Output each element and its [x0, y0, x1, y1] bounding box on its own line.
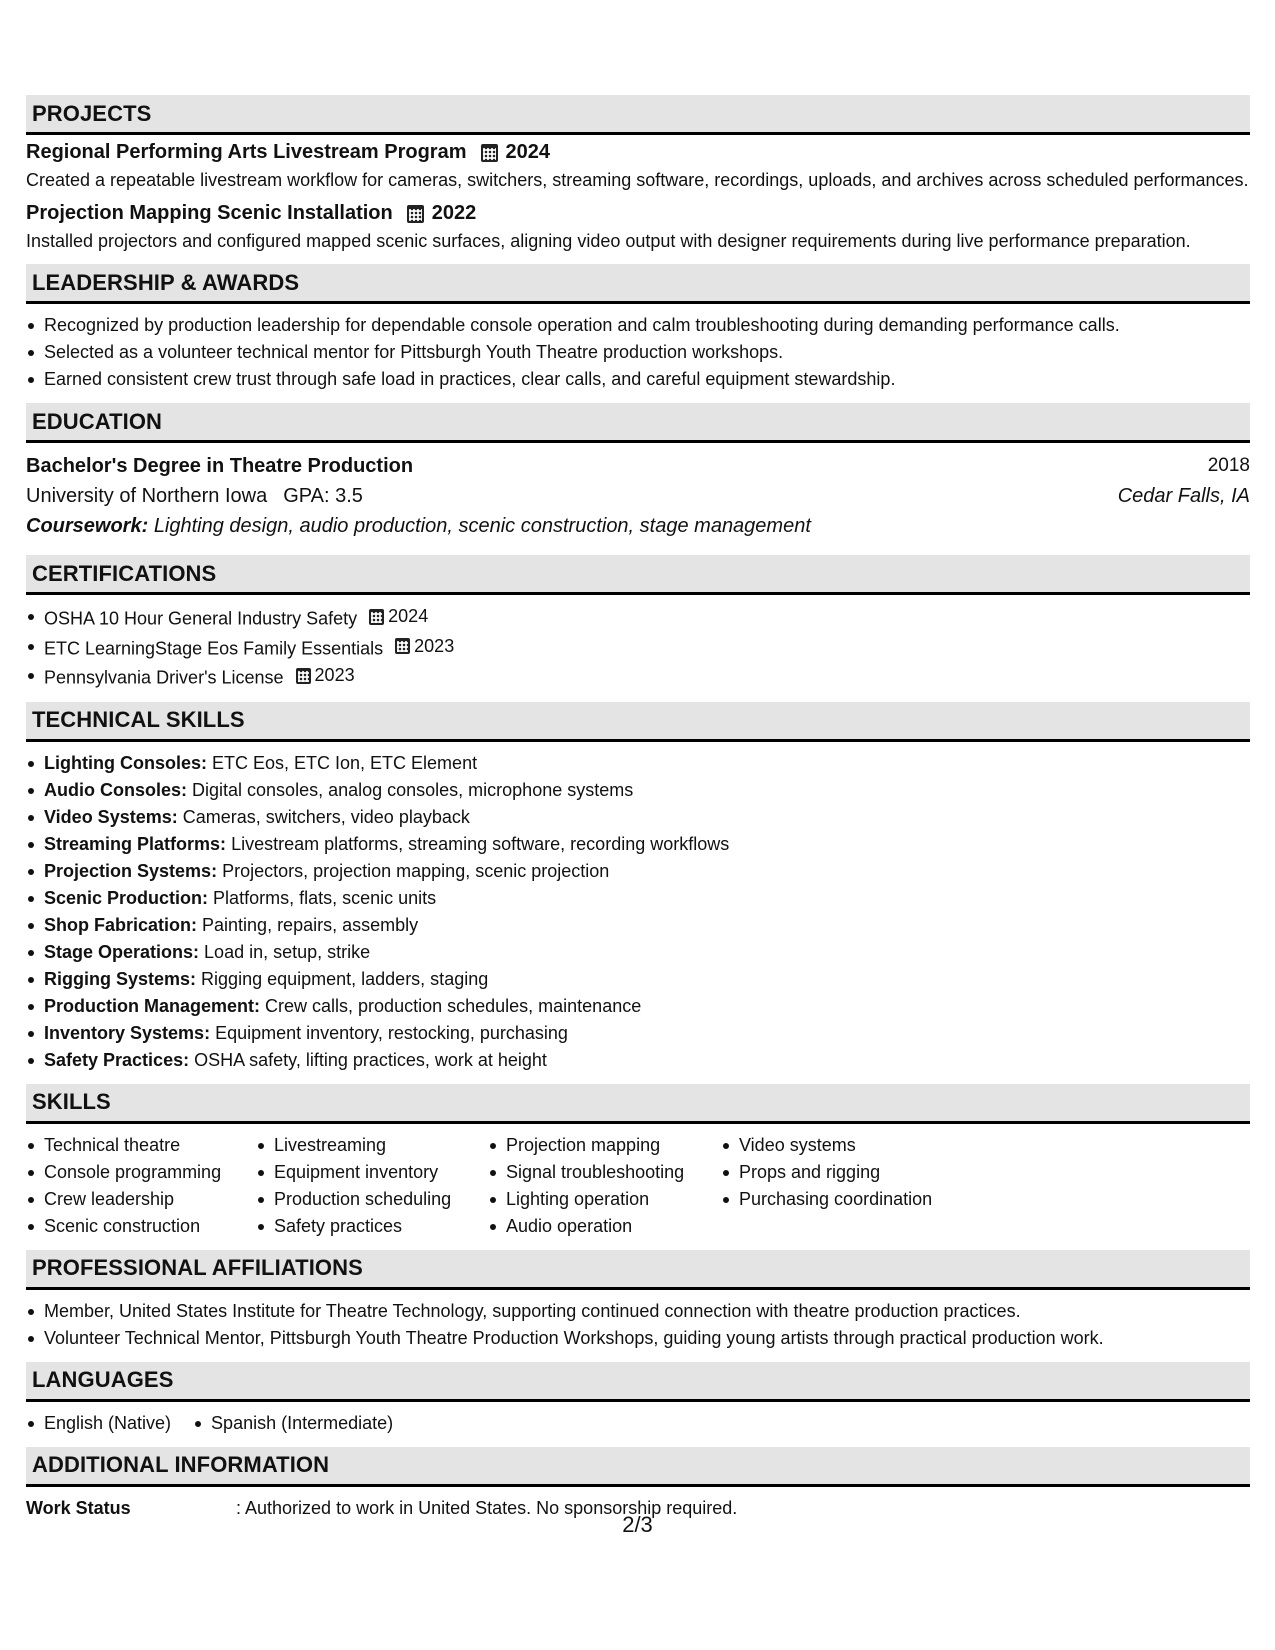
- skill-item: Video systems: [721, 1132, 951, 1159]
- section-header-education: [26, 403, 1250, 443]
- list-item: Recognized by production leadership for dependable console operation and calm troubleshooting during demanding performance calls.: [26, 312, 1250, 339]
- skill-item: Safety practices: [256, 1213, 488, 1240]
- certification-name: ETC LearningStage Eos Family Essentials: [44, 638, 384, 658]
- section-title: TECHNICAL SKILLS: [32, 707, 245, 732]
- technical-skill-item: [26, 804, 1250, 831]
- skill-value: Digital consoles, analog consoles, microphone systems: [192, 779, 634, 800]
- list-item: Member, United States Institute for Theatre Technology, supporting continued connection with theatre production practices.: [26, 1298, 1250, 1325]
- project-year: 2024: [505, 141, 550, 163]
- calendar-icon: [481, 144, 498, 162]
- calendar-icon: [296, 668, 311, 684]
- project-entry: [26, 202, 1250, 254]
- skill-value: Rigging equipment, ladders, staging: [201, 968, 489, 989]
- coursework-text: Lighting design, audio production, scenic construction, stage management: [153, 515, 811, 537]
- section-header-leadership: [26, 264, 1250, 304]
- certification-item: [26, 603, 1250, 633]
- certification-item: [26, 662, 1250, 692]
- gpa: GPA: 3.5: [283, 485, 363, 507]
- skill-item: Scenic construction: [26, 1213, 256, 1240]
- technical-skill-item: [26, 993, 1250, 1020]
- skill-value: Load in, setup, strike: [204, 941, 371, 962]
- skill-label: Video Systems:: [44, 806, 178, 827]
- skill-item: Signal troubleshooting: [488, 1159, 721, 1186]
- technical-skill-item: [26, 1020, 1250, 1047]
- skill-label: Scenic Production:: [44, 887, 209, 908]
- skill-value: ETC Eos, ETC Ion, ETC Element: [212, 752, 478, 773]
- section-header-skills: [26, 1084, 1250, 1124]
- certification-item: [26, 633, 1250, 663]
- section-header-affiliations: [26, 1250, 1250, 1290]
- graduation-year: 2018: [1207, 455, 1250, 476]
- skill-label: Safety Practices:: [44, 1049, 190, 1070]
- school-location: Cedar Falls, IA: [1117, 485, 1250, 507]
- section-title: PROFESSIONAL AFFILIATIONS: [32, 1255, 363, 1280]
- skill-item: Purchasing coordination: [721, 1186, 951, 1213]
- skills-grid: [26, 1132, 1250, 1240]
- section-title: LEADERSHIP & AWARDS: [32, 269, 300, 295]
- project-entry: [26, 141, 1250, 193]
- page-number: 2/3: [622, 1512, 653, 1537]
- skill-value: Crew calls, production schedules, maintenance: [265, 995, 642, 1016]
- school-name: University of Northern Iowa: [26, 485, 268, 507]
- technical-skill-item: [26, 885, 1250, 912]
- language-item: Spanish (Intermediate): [193, 1410, 393, 1437]
- skill-label: Audio Consoles:: [44, 779, 187, 800]
- section-title: ADDITIONAL INFORMATION: [32, 1452, 330, 1477]
- skills-column: [256, 1132, 488, 1240]
- project-description: Created a repeatable livestream workflow for cameras, switchers, streaming software, recordings, uploads, and archives across scheduled performances.: [26, 170, 1249, 190]
- leadership-list: [26, 312, 1250, 393]
- skill-item: Livestreaming: [256, 1132, 488, 1159]
- certification-name: Pennsylvania Driver's License: [44, 667, 284, 688]
- skill-value: Painting, repairs, assembly: [202, 914, 419, 935]
- skill-label: Shop Fabrication:: [44, 914, 197, 935]
- languages-list: [26, 1410, 1250, 1437]
- certifications-list: [26, 603, 1250, 692]
- technical-skill-item: [26, 966, 1250, 993]
- project-description: Installed projectors and configured mapped scenic surfaces, aligning video output with designer requirements during live performance preparation.: [26, 231, 1191, 251]
- section-title: PROJECTS: [32, 100, 152, 126]
- skill-label: Lighting Consoles:: [44, 752, 207, 773]
- section-header-projects: [26, 95, 1250, 135]
- technical-skill-item: [26, 1047, 1250, 1074]
- skill-value: Cameras, switchers, video playback: [182, 806, 470, 827]
- resume-page: [26, 95, 1250, 1521]
- skill-label: Production Management:: [44, 995, 261, 1016]
- skill-label: Inventory Systems:: [44, 1022, 211, 1043]
- section-title: CERTIFICATIONS: [32, 560, 217, 586]
- project-title: Regional Performing Arts Livestream Program: [26, 141, 467, 163]
- work-status-label: Work Status: [26, 1497, 131, 1518]
- coursework: [26, 511, 1250, 541]
- skill-value: Projectors, projection mapping, scenic projection: [222, 860, 610, 881]
- project-title: Projection Mapping Scenic Installation: [26, 202, 393, 224]
- technical-skills-list: [26, 750, 1250, 1074]
- list-item: Volunteer Technical Mentor, Pittsburgh Youth Theatre Production Workshops, guiding young artists through practical production work.: [26, 1325, 1250, 1352]
- section-title: EDUCATION: [32, 408, 163, 434]
- skill-item: Props and rigging: [721, 1159, 951, 1186]
- certification-year: 2024: [388, 606, 429, 626]
- technical-skill-item: [26, 939, 1250, 966]
- project-year: 2022: [431, 202, 477, 224]
- skill-item: Projection mapping: [488, 1132, 721, 1159]
- coursework-label: Coursework:: [26, 515, 149, 537]
- education-entry: [26, 451, 1250, 481]
- section-header-additional-info: [26, 1447, 1250, 1487]
- work-status-value: : Authorized to work in United States. No sponsorship required.: [236, 1497, 738, 1518]
- calendar-icon: [369, 609, 384, 625]
- skills-column: [488, 1132, 721, 1240]
- language-item: English (Native): [26, 1410, 171, 1437]
- technical-skill-item: [26, 750, 1250, 777]
- skill-item: Crew leadership: [26, 1186, 256, 1213]
- technical-skill-item: [26, 777, 1250, 804]
- technical-skill-item: [26, 858, 1250, 885]
- affiliations-list: [26, 1298, 1250, 1352]
- skill-value: Equipment inventory, restocking, purchasing: [215, 1022, 568, 1043]
- skill-value: Platforms, flats, scenic units: [213, 887, 437, 908]
- technical-skill-item: [26, 912, 1250, 939]
- skill-label: Projection Systems:: [44, 860, 218, 881]
- certification-name: OSHA 10 Hour General Industry Safety: [44, 608, 358, 629]
- technical-skill-item: [26, 831, 1250, 858]
- section-header-languages: [26, 1362, 1250, 1402]
- skill-label: Streaming Platforms:: [44, 833, 227, 854]
- calendar-icon: [395, 638, 410, 654]
- certification-year: 2023: [414, 635, 455, 656]
- section-header-certifications: [26, 555, 1250, 595]
- skill-item: Equipment inventory: [256, 1159, 488, 1186]
- skill-item: Console programming: [26, 1159, 256, 1186]
- skills-column: [721, 1132, 951, 1240]
- skill-item: Technical theatre: [26, 1132, 256, 1159]
- degree-title: Bachelor's Degree in Theatre Production: [26, 455, 414, 477]
- section-title: LANGUAGES: [32, 1367, 174, 1392]
- skill-item: Lighting operation: [488, 1186, 721, 1213]
- list-item: Earned consistent crew trust through safe load in practices, clear calls, and careful equipment stewardship.: [26, 366, 1250, 393]
- skill-label: Stage Operations:: [44, 941, 200, 962]
- skill-item: Production scheduling: [256, 1186, 488, 1213]
- list-item: Selected as a volunteer technical mentor for Pittsburgh Youth Theatre production workshops.: [26, 339, 1250, 366]
- certification-year: 2023: [314, 665, 355, 685]
- skill-value: OSHA safety, lifting practices, work at height: [194, 1049, 547, 1070]
- skill-item: Audio operation: [488, 1213, 721, 1240]
- section-header-technical-skills: [26, 702, 1250, 742]
- section-title: SKILLS: [32, 1089, 111, 1114]
- skill-label: Rigging Systems:: [44, 968, 197, 989]
- skills-column: [26, 1132, 256, 1240]
- skill-value: Livestream platforms, streaming software, recording workflows: [231, 833, 730, 854]
- calendar-icon: [407, 205, 424, 223]
